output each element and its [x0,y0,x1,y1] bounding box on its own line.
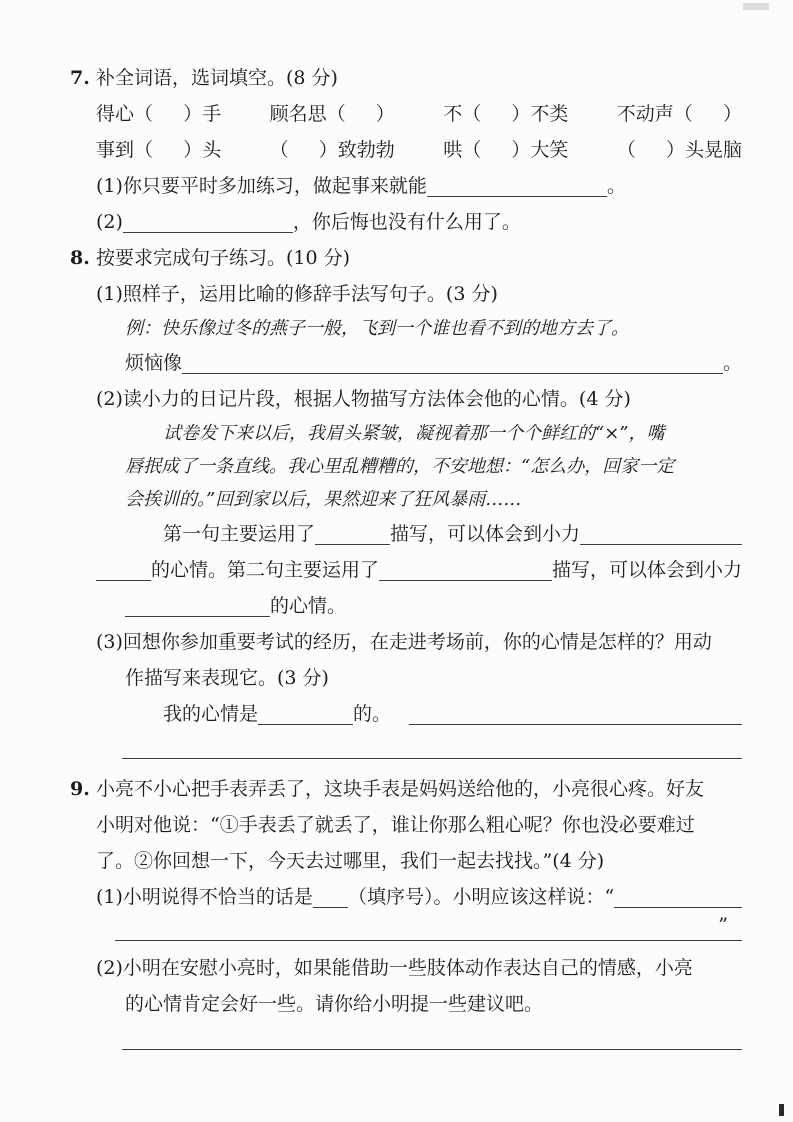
idiom-item: （ ）头晃脑 [616,139,742,161]
q9-sub2-text-line1: 小明在安慰小亮时，如果能借助一些肢体动作表达自己的情感，小亮 [122,957,693,979]
answer-blank [313,907,348,908]
idiom-item: （ ）致勃勃 [269,139,395,161]
idiom-item: 顾名思（ ） [269,103,395,125]
question-9-heading [70,771,742,807]
q9-sub1-text-b: （填序号）。小明应该这样说：“ [347,886,615,908]
q8-mood-prompt: 我的心情是 [163,703,259,725]
question-7-number: 7. [70,67,90,89]
question-8-title: 按要求完成句子练习。(10 分) [96,247,351,269]
question-8 [70,240,742,759]
q7-sub2-text: ，你后悔也没有什么用了。 [292,211,521,233]
q8-simile-prompt: 烦恼像 [125,352,183,374]
q8-mood-answer-row [163,696,742,732]
q8-fill-row-a [163,516,742,552]
q8-fill-text: 描写，可以体会到小力 [551,559,742,581]
q8-fill-row-c [125,588,742,624]
answer-blank [182,373,723,374]
answer-line [122,1037,742,1050]
q7-sub-item-2 [96,204,742,240]
q9-sub1-text-a: 小明说得不恰当的话是 [122,886,313,908]
answer-blank [125,616,270,617]
q9-sub2-label: (2) [96,957,123,979]
q7-sub1-period: 。 [606,175,626,197]
idiom-item: 不（ ）不类 [443,103,569,125]
q8-sub3-label: (3) [96,631,123,653]
idiom-item: 不动声（ ） [616,103,742,125]
q9-sub-item-2 [96,950,742,986]
q7-sub1-text: 你只要平时多加练习，做起事来就能 [122,175,427,197]
q8-mood-mid: 的。 [353,703,392,725]
q8-fill-text: 描写，可以体会到小力 [390,523,581,545]
question-9 [70,771,742,1050]
diary-passage-line: 试卷发下来以后，我眉头紧皱，凝视着那一个个鲜红的“×”，嘴 [163,423,665,444]
idiom-item: 哄（ ）大笑 [443,139,569,161]
q8-sub-item-3 [96,624,742,660]
q9-sub1-label: (1) [96,886,123,908]
q9-closing-quote: ” [718,914,728,936]
answer-blank [580,544,742,545]
q8-sub-item-2 [96,381,742,417]
question-7-title: 补全词语，选词填空。(8 分) [96,67,338,89]
question-7 [70,60,742,240]
q8-example-sentence: 例：快乐像过冬的燕子一般，飞到一个谁也看不到的地方去了。 [125,318,629,339]
spacer [391,696,409,732]
q7-sub2-label: (2) [96,211,123,233]
q8-fill-text: 的心情。第二句主要运用了 [151,559,380,581]
answer-blank [379,580,552,581]
answer-blank [427,196,607,197]
q8-fill-row-b [96,552,742,588]
q8-sub1-text: 照样子，运用比喻的修辞手法写句子。(3 分) [122,283,498,305]
scan-artifact-top [743,3,769,10]
answer-blank [96,580,151,581]
q8-fill-text: 第一句主要运用了 [163,523,316,545]
answer-line [115,935,742,941]
q8-sub-item-1 [96,276,742,312]
idiom-item: 事到（ ）头 [96,139,222,161]
answer-blank [614,907,742,908]
scan-artifact-corner [779,1104,784,1116]
question-7-heading [70,60,742,96]
q9-sub2-text-line2: 的心情肯定会好一些。请你给小明提一些建议吧。 [125,993,544,1015]
diary-passage-line: 会挨训的。”回到家以后，果然迎来了狂风暴雨…… [125,489,522,510]
q8-simile-period: 。 [722,352,742,374]
q7-sub-item-1 [96,168,742,204]
q8-sub2-text: 读小力的日记片段，根据人物描写方法体会他的心情。(4 分) [122,388,631,410]
idiom-row-1 [96,96,742,132]
answer-line [122,746,742,759]
q9-intro-line2: 小明对他说：“①手表丢了就丢了，谁让你那么粗心呢？你也没必要难过 [96,814,695,836]
q9-sub-item-1 [96,879,742,915]
q7-sub1-label: (1) [96,175,123,197]
answer-blank [409,724,742,725]
question-8-heading [70,240,742,276]
q9-intro-line3: 了。②你回想一下，今天去过哪里，我们一起去找找。”(4 分) [96,850,605,872]
q8-sub2-label: (2) [96,388,123,410]
question-8-number: 8. [70,247,90,269]
answer-blank [123,232,293,233]
answer-blank [258,724,353,725]
q8-sub3-text-line2: 作描写来表现它。(3 分) [125,667,329,689]
answer-blank [315,544,390,545]
diary-passage-line: 唇抿成了一条直线。我心里乱糟糟的，不安地想：“怎么办，回家一定 [125,456,675,477]
q8-sub3-text-line1: 回想你参加重要考试的经历，在走进考场前，你的心情是怎样的？用动 [122,631,712,653]
q8-fill-text: 的心情。 [270,595,347,617]
q8-simile-answer-row [125,345,742,381]
page-content [70,60,742,1050]
q9-intro-line1: 小亮不小心把手表弄丢了，这块手表是妈妈送给他的，小亮很心疼。好友 [96,778,705,800]
idiom-item: 得心（ ）手 [96,103,222,125]
idiom-row-2 [96,132,742,168]
question-9-number: 9. [70,778,90,800]
q8-sub1-label: (1) [96,283,123,305]
